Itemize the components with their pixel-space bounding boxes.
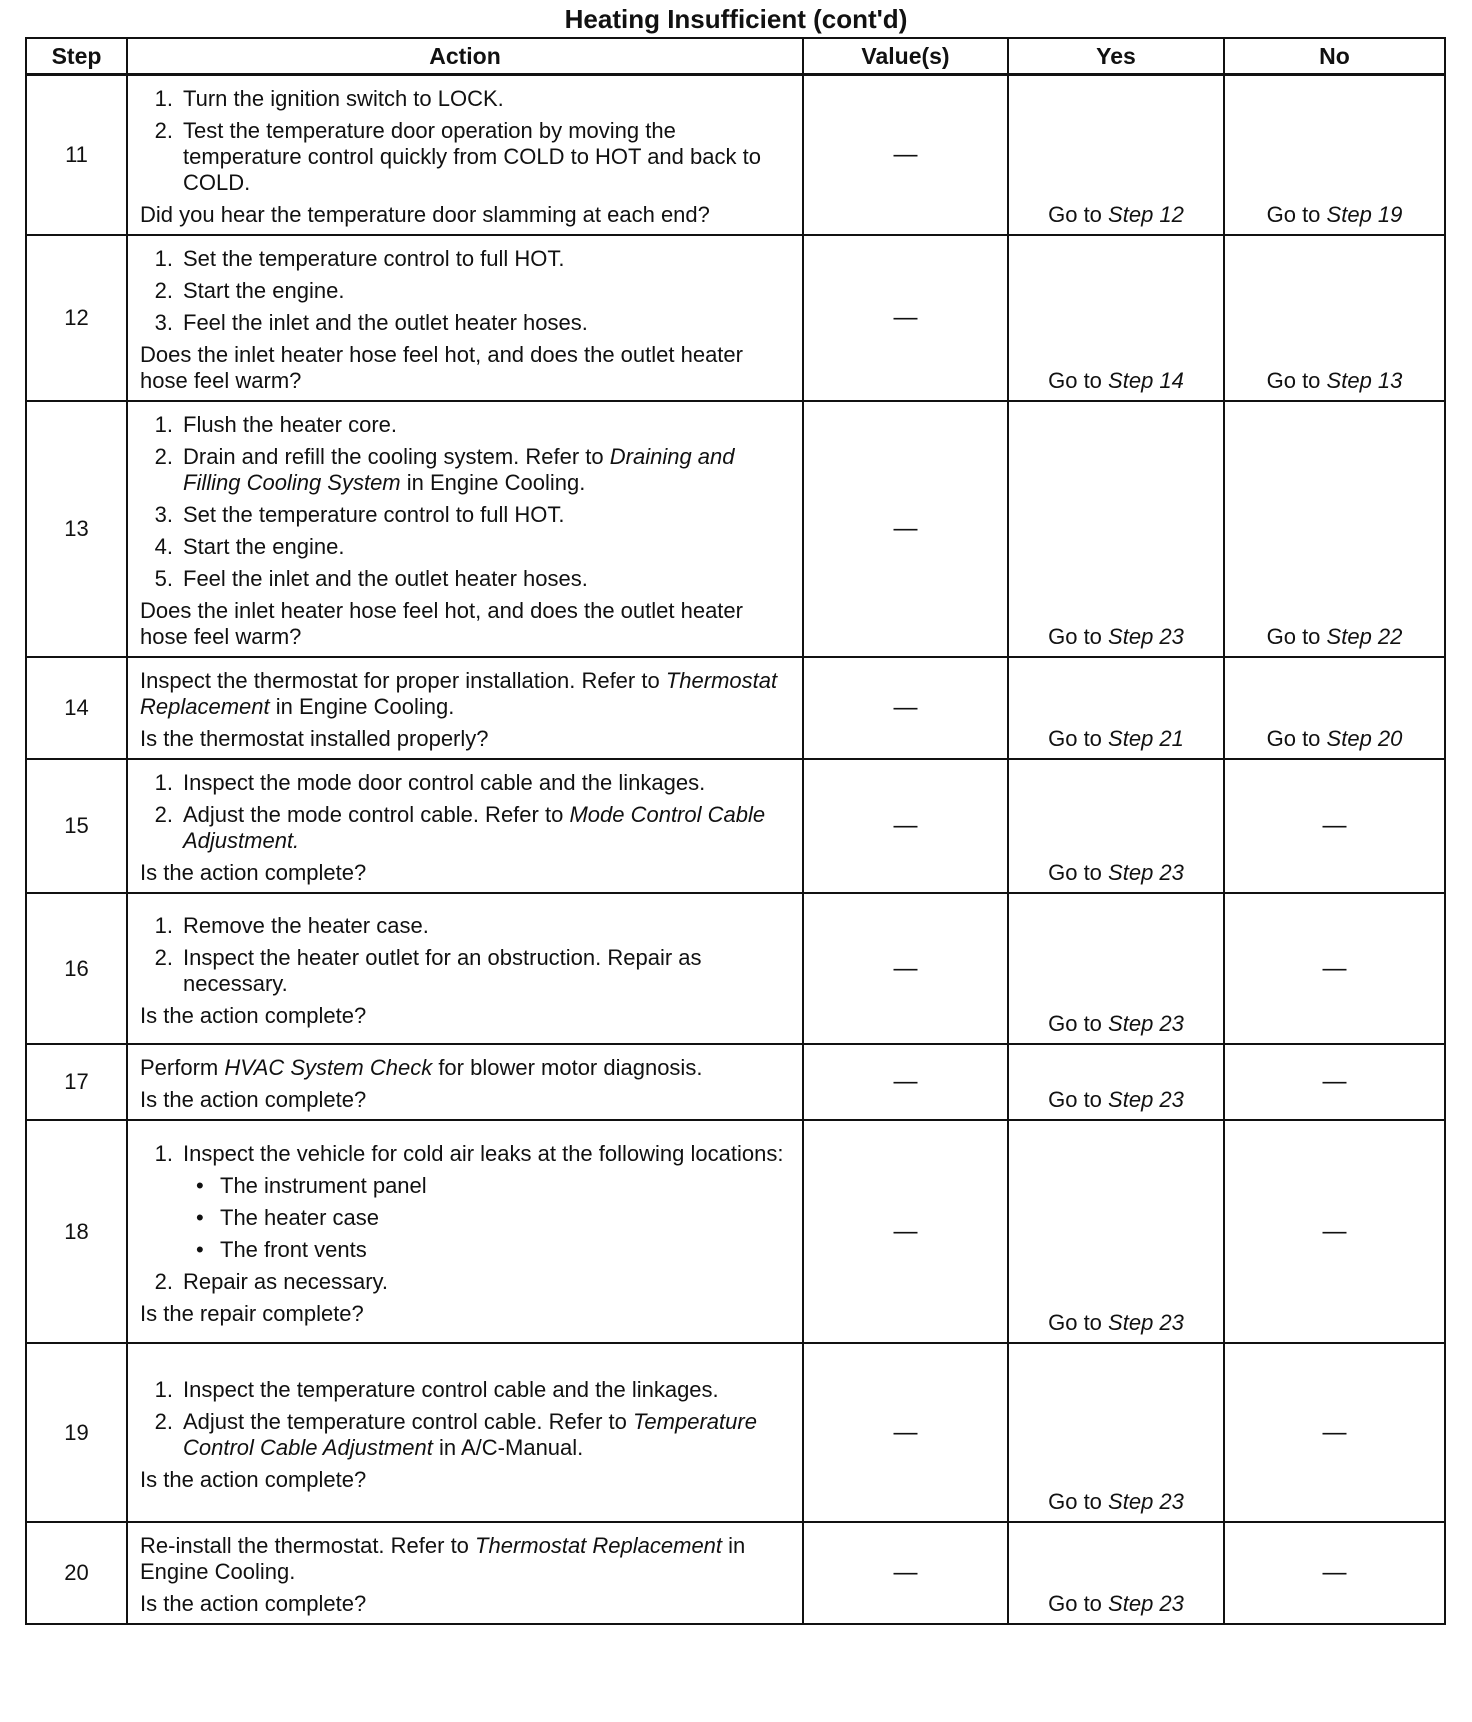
item-text [183, 802, 792, 854]
item-text [183, 945, 792, 997]
bullet-dot: • [196, 1204, 204, 1230]
action-item [140, 566, 792, 592]
no-cell [1224, 657, 1445, 759]
no-step-link[interactable]: Step 20 [1326, 726, 1403, 751]
yes-prefix: Go to [1048, 1087, 1102, 1112]
value-cell: — [803, 1343, 1008, 1522]
instruction-text: Perform [140, 1055, 225, 1080]
yes-prefix: Go to [1048, 726, 1102, 751]
bullet-text: The instrument panel [220, 1172, 427, 1198]
instruction-text-cont: in Engine Cooling. [269, 694, 455, 719]
action-cell [127, 657, 803, 759]
table-row [26, 401, 1445, 657]
item-text [183, 913, 792, 939]
item-text [183, 502, 792, 528]
yes-prefix: Go to [1048, 860, 1102, 885]
item-text [183, 566, 792, 592]
item-number: 1. [154, 770, 173, 795]
item-text [183, 1269, 792, 1295]
yes-step-link[interactable]: Step 21 [1108, 726, 1184, 751]
item-text: Inspect the vehicle for cold air leaks at the following locations: [183, 1140, 784, 1166]
action-cell [127, 1120, 803, 1343]
value-cell: — [803, 893, 1008, 1044]
instruction-reference: Thermostat Replacement [140, 668, 778, 719]
item-number: 1. [154, 1376, 173, 1402]
yes-prefix: Go to [1048, 202, 1102, 227]
step-number: 11 [26, 75, 127, 236]
item-text: Repair as necessary. [183, 1268, 389, 1294]
action-cell [127, 893, 803, 1044]
action-item [140, 278, 792, 304]
item-text: Start the engine. [183, 278, 345, 303]
instruction-text: Re-install the thermostat. Refer to [140, 1533, 476, 1558]
yes-cell [1008, 401, 1224, 657]
yes-prefix: Go to [1048, 1310, 1102, 1335]
step-number: 13 [26, 401, 127, 657]
action-item [140, 86, 792, 112]
no-column-header: No [1224, 38, 1445, 75]
yes-step-link[interactable]: Step 23 [1108, 1011, 1184, 1036]
item-number: 1. [154, 86, 173, 111]
step-number: 15 [26, 759, 127, 893]
item-text: Feel the inlet and the outlet heater hoses. [183, 310, 588, 335]
no-cell [1224, 75, 1445, 236]
table-row [26, 759, 1445, 893]
item-number: 2. [154, 944, 173, 970]
item-number: 1. [154, 246, 173, 271]
item-text [183, 534, 792, 560]
page-title: Heating Insufficient (cont'd) [564, 4, 908, 34]
yes-cell [1008, 75, 1224, 236]
action-cell [127, 235, 803, 401]
instruction-text-cont: in Engine Cooling. [140, 1533, 746, 1584]
action-item [140, 802, 792, 854]
yes-step-link[interactable]: Step 12 [1108, 202, 1184, 227]
yes-step-link[interactable]: Step 23 [1108, 1591, 1184, 1616]
action-question: Is the action complete? [140, 1002, 367, 1028]
step-number: 18 [26, 1120, 127, 1343]
item-text: Inspect the heater outlet for an obstruction. Repair as necessary. [183, 944, 702, 996]
instruction-text: Inspect the thermostat for proper installation. Refer to [140, 668, 666, 693]
action-item [140, 118, 792, 196]
value-cell: — [803, 75, 1008, 236]
action-instruction [140, 1533, 792, 1585]
item-text: Drain and refill the cooling system. Refer to [183, 444, 610, 469]
action-item [140, 913, 792, 939]
step-number: 17 [26, 1044, 127, 1120]
action-question: Is the action complete? [140, 1466, 367, 1492]
item-number: 4. [154, 534, 173, 559]
item-text: Adjust the temperature control cable. Refer to [183, 1408, 634, 1434]
no-cell [1224, 235, 1445, 401]
yes-step-link[interactable]: Step 23 [1108, 1310, 1184, 1335]
value-cell: — [803, 1120, 1008, 1343]
action-cell [127, 1044, 803, 1120]
item-text-cont: in A/C-Manual. [432, 1434, 584, 1460]
action-item [140, 770, 792, 796]
item-reference: Temperature Control Cable Adjustment [183, 1408, 757, 1460]
action-instruction [140, 1055, 792, 1081]
action-question: Is the action complete? [140, 1591, 367, 1616]
item-number: 3. [154, 310, 173, 335]
item-number: 5. [154, 566, 173, 591]
item-number: 2. [154, 802, 173, 827]
action-item [140, 534, 792, 560]
item-text [183, 118, 792, 196]
instruction-reference: Thermostat Replacement [475, 1533, 723, 1558]
item-text [183, 1409, 792, 1461]
item-text [183, 246, 792, 272]
action-item [140, 412, 792, 438]
item-text-cont: in Engine Cooling. [400, 470, 586, 495]
yes-step-link[interactable]: Step 23 [1108, 1489, 1184, 1514]
item-text [183, 770, 792, 796]
item-number: 3. [154, 502, 173, 527]
value-cell: — [803, 235, 1008, 401]
no-cell: — [1224, 1120, 1445, 1343]
no-prefix: Go to [1266, 368, 1321, 393]
bullet-item [140, 1205, 792, 1231]
step-number: 14 [26, 657, 127, 759]
bullet-text: The heater case [220, 1204, 379, 1230]
no-prefix: Go to [1266, 624, 1321, 649]
item-text [183, 86, 792, 112]
action-item [140, 945, 792, 997]
table-row [26, 657, 1445, 759]
item-text [183, 412, 792, 438]
item-number: 2. [154, 444, 173, 469]
step-number: 16 [26, 893, 127, 1044]
item-number: 2. [154, 278, 173, 303]
no-step-link[interactable]: Step 19 [1326, 202, 1403, 227]
table-row [26, 1120, 1445, 1343]
table-row [26, 235, 1445, 401]
value-cell: — [803, 1522, 1008, 1624]
action-item [140, 502, 792, 528]
item-text: Adjust the mode control cable. Refer to [183, 802, 570, 827]
action-cell [127, 75, 803, 236]
yes-step-link[interactable]: Step 23 [1108, 860, 1184, 885]
action-question: Does the inlet heater hose feel hot, and does the outlet heater hose feel warm? [140, 598, 743, 649]
action-cell [127, 759, 803, 893]
yes-prefix: Go to [1048, 368, 1102, 393]
item-text: Inspect the temperature control cable and the linkages. [183, 1376, 719, 1402]
item-number: 2. [154, 1408, 173, 1434]
action-item [140, 1141, 792, 1167]
item-text [183, 310, 792, 336]
bullet-text: The front vents [220, 1236, 367, 1262]
item-number: 2. [154, 118, 173, 143]
yes-step-link[interactable]: Step 23 [1108, 1087, 1184, 1112]
bullet-dot: • [196, 1172, 204, 1198]
action-item [140, 1269, 792, 1295]
yes-column-header: Yes [1008, 38, 1224, 75]
item-text: Test the temperature door operation by moving the temperature control quickly from COLD to HOT and back to COLD. [183, 118, 761, 195]
step-column-header: Step [26, 38, 127, 75]
action-item [140, 444, 792, 496]
action-question: Did you hear the temperature door slamming at each end? [140, 202, 710, 227]
no-cell: — [1224, 1343, 1445, 1522]
no-cell: — [1224, 1522, 1445, 1624]
action-column-header: Action [127, 38, 803, 75]
bullet-item [140, 1173, 792, 1199]
action-item [140, 1377, 792, 1403]
no-cell: — [1224, 759, 1445, 893]
step-number: 19 [26, 1343, 127, 1522]
action-item [140, 1409, 792, 1461]
action-question: Is the action complete? [140, 860, 367, 885]
table-row [26, 1343, 1445, 1522]
yes-step-link[interactable]: Step 14 [1108, 368, 1184, 393]
yes-cell [1008, 1120, 1224, 1343]
yes-cell [1008, 893, 1224, 1044]
item-number: 2. [154, 1268, 173, 1294]
table-row [26, 75, 1445, 236]
item-text: Start the engine. [183, 534, 345, 559]
instruction-text-cont: for blower motor diagnosis. [432, 1055, 703, 1080]
item-text [183, 278, 792, 304]
no-cell: — [1224, 1044, 1445, 1120]
value-cell: — [803, 401, 1008, 657]
item-text: Turn the ignition switch to LOCK. [183, 86, 504, 111]
item-text [183, 1377, 792, 1403]
step-number: 20 [26, 1522, 127, 1624]
table-row [26, 1044, 1445, 1120]
value-cell: — [803, 1044, 1008, 1120]
yes-cell [1008, 1044, 1224, 1120]
action-question: Is the action complete? [140, 1087, 367, 1112]
action-item [140, 310, 792, 336]
yes-cell [1008, 1343, 1224, 1522]
item-reference: Mode Control Cable Adjustment. [183, 802, 766, 853]
action-cell [127, 1343, 803, 1522]
no-step-link[interactable]: Step 22 [1326, 624, 1403, 649]
item-text: Feel the inlet and the outlet heater hoses. [183, 566, 588, 591]
action-question: Does the inlet heater hose feel hot, and does the outlet heater hose feel warm? [140, 342, 743, 393]
values-column-header: Value(s) [803, 38, 1008, 75]
action-question: Is the repair complete? [140, 1300, 364, 1326]
action-question: Is the thermostat installed properly? [140, 726, 489, 751]
yes-cell [1008, 657, 1224, 759]
table-row [26, 893, 1445, 1044]
item-number: 1. [154, 412, 173, 437]
action-instruction [140, 668, 792, 720]
item-reference: Draining and Filling Cooling System [183, 444, 735, 495]
diagnostic-table [25, 37, 1446, 1625]
no-prefix: Go to [1266, 202, 1321, 227]
action-cell [127, 401, 803, 657]
bullet-dot: • [196, 1236, 204, 1262]
yes-prefix: Go to [1048, 624, 1102, 649]
yes-cell [1008, 235, 1224, 401]
yes-prefix: Go to [1048, 1011, 1102, 1036]
yes-step-link[interactable]: Step 23 [1108, 624, 1184, 649]
yes-cell [1008, 1522, 1224, 1624]
item-text [183, 1141, 792, 1167]
table-row [26, 1522, 1445, 1624]
yes-prefix: Go to [1048, 1591, 1102, 1616]
no-step-link[interactable]: Step 13 [1326, 368, 1403, 393]
item-text: Remove the heater case. [183, 912, 429, 938]
item-number: 1. [154, 1140, 173, 1166]
item-number: 1. [154, 912, 173, 938]
item-text: Inspect the mode door control cable and the linkages. [183, 770, 706, 795]
yes-prefix: Go to [1048, 1489, 1102, 1514]
action-cell [127, 1522, 803, 1624]
value-cell: — [803, 657, 1008, 759]
value-cell: — [803, 759, 1008, 893]
instruction-reference: HVAC System Check [224, 1055, 433, 1080]
item-text: Set the temperature control to full HOT. [183, 502, 565, 527]
action-item [140, 246, 792, 272]
no-prefix: Go to [1266, 726, 1321, 751]
no-cell: — [1224, 893, 1445, 1044]
item-text [183, 444, 792, 496]
item-text: Flush the heater core. [183, 412, 398, 437]
no-cell [1224, 401, 1445, 657]
step-number: 12 [26, 235, 127, 401]
bullet-item [140, 1237, 792, 1263]
header-row [26, 38, 1445, 75]
yes-cell [1008, 759, 1224, 893]
item-text: Set the temperature control to full HOT. [183, 246, 565, 271]
